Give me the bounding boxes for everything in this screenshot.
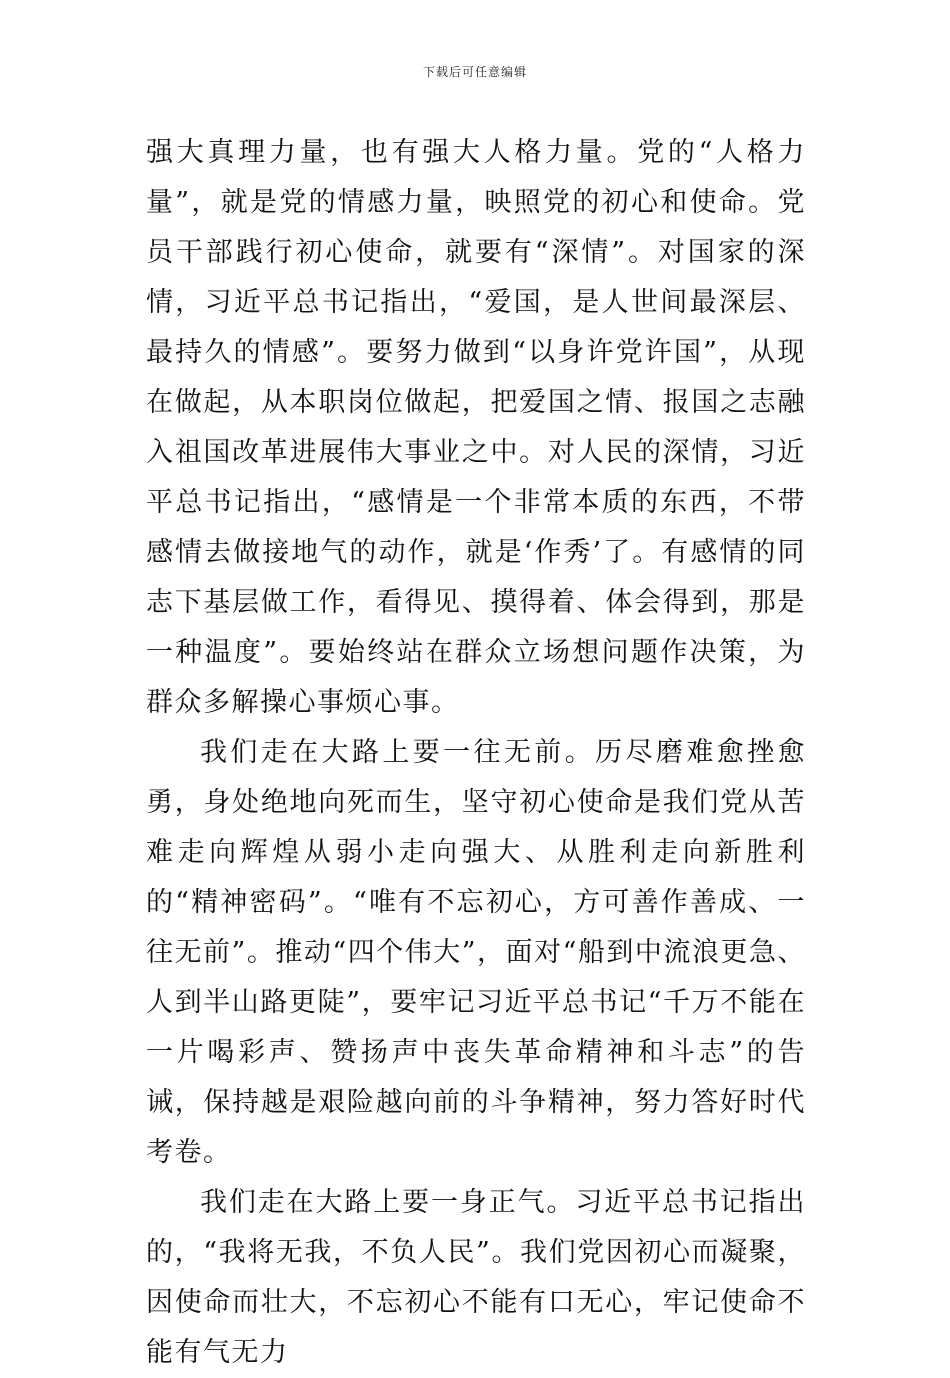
document-body xyxy=(146,128,806,1378)
paragraph-2: 我们走在大路上要一往无前。历尽磨难愈挫愈勇，身处绝地向死而生，坚守初心使命是我们党从苦难走向辉煌从弱小走向强大、从胜利走向新胜利的“精神密码”。“唯有不忘初心，方可善作善成、一往无前”。推动“四个伟大”，面对“船到中流浪更急、人到半山路更陡”，要牢记习近平总书记“千万不能在一片喝彩声、赞扬声中丧失革命精神和斗志”的告诫，保持越是艰险越向前的斗争精神，努力答好时代考卷。 xyxy=(146,737,806,1168)
page-header: 下载后可任意编辑 xyxy=(422,65,527,79)
paragraph-3: 我们走在大路上要一身正气。习近平总书记指出的，“我将无我，不负人民”。我们党因初心而凝聚，因使命而壮大，不忘初心不能有口无心，牢记使命不能有气无力 xyxy=(146,1187,806,1368)
paragraph-1: 强大真理力量，也有强大人格力量。党的“人格力量”，就是党的情感力量，映照党的初心和使命。党员干部践行初心使命，就要有“深情”。对国家的深情，习近平总书记指出，“爱国，是人世间最深层、最持久的情感”。要努力做到“以身许党许国”，从现在做起，从本职岗位做起，把爱国之情、报国之志融入祖国改革进展伟大事业之中。对人民的深情，习近平总书记指出，“感情是一个非常本质的东西，不带感情去做接地气的动作，就是‘作秀’了。有感情的同志下基层做工作，看得见、摸得着、体会得到，那是一种温度”。要始终站在群众立场想问题作决策，为群众多解操心事烦心事。 xyxy=(146,137,806,718)
